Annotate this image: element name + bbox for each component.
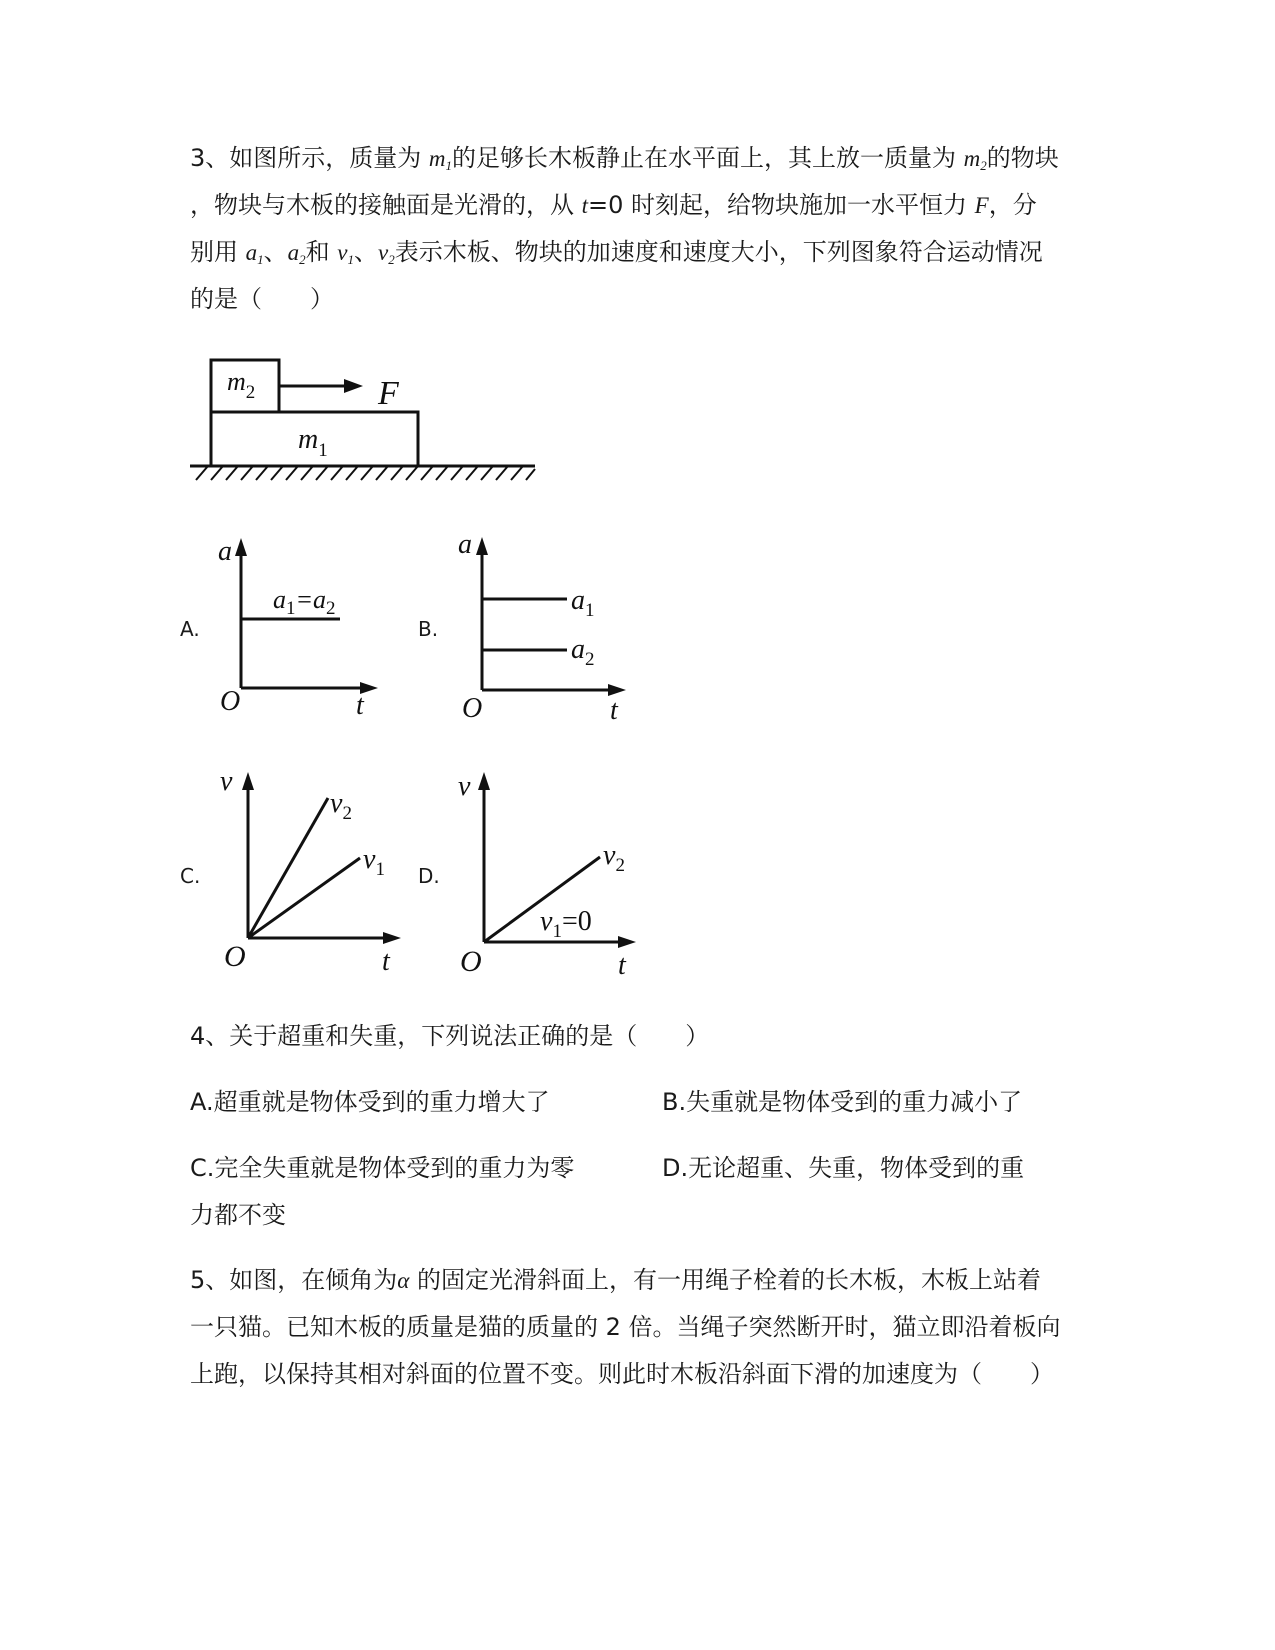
graph-d-origin: O <box>460 945 482 978</box>
graph-c-line-v2 <box>248 798 328 938</box>
graph-d-x-label: t <box>618 950 626 981</box>
board-m1-label: $m_1$ <box>298 424 328 461</box>
graph-a-origin: O <box>220 686 241 717</box>
graph-b-x-label: t <box>610 695 618 725</box>
q3-line-3: 别用 $a_1$、$a_2$和 $v_1$、$v_2$表示木板、物块的加速度和速度大小，下列图象符合运动情况 <box>190 238 1043 267</box>
force-arrowhead <box>344 379 363 393</box>
graph-a-y-label: a <box>218 536 232 567</box>
option-c-label[interactable]: C. <box>180 864 201 888</box>
graph-c-line-v1 <box>248 858 360 938</box>
graph-c-origin: O <box>224 940 246 973</box>
q3-m2: m <box>963 146 981 171</box>
option-b-label[interactable]: B. <box>418 617 439 641</box>
graph-c <box>210 760 410 985</box>
q4-option-a[interactable]: A.超重就是物体受到的重力增大了 <box>190 1088 550 1116</box>
graph-b <box>450 525 640 725</box>
graph-d-y-label: v <box>458 771 471 802</box>
q4-question: 4、关于超重和失重，下列说法正确的是（ ） <box>190 1022 710 1050</box>
graph-d-y-arrowhead <box>478 772 490 790</box>
graph-a-y-arrowhead <box>235 538 247 556</box>
force-label: F <box>378 375 399 412</box>
q3-line-2: ，物块与木板的接触面是光滑的，从 t=0 时刻起，给物块施加一水平恒力 F，分 <box>190 191 1037 219</box>
graph-d-label-v1: $v_1=0$ <box>540 906 592 942</box>
q4-option-d-continued: 力都不变 <box>190 1201 286 1229</box>
q4-option-b[interactable]: B.失重就是物体受到的重力减小了 <box>662 1088 1023 1116</box>
graph-b-label-a1: $a_1$ <box>571 585 595 621</box>
graph-c-x-arrowhead <box>383 932 401 944</box>
option-a-label[interactable]: A. <box>180 617 200 641</box>
graph-c-y-label: v <box>220 766 233 797</box>
graph-d-label-v2: $v_2$ <box>603 840 625 876</box>
block-m2-label: $m_2$ <box>227 367 256 403</box>
graph-c-label-v2: $v_2$ <box>330 788 352 824</box>
graph-b-origin: O <box>462 693 483 724</box>
graph-d <box>450 760 650 990</box>
q5-line-3: 上跑，以保持其相对斜面的位置不变。则此时木板沿斜面下滑的加速度为（ ） <box>190 1360 1054 1388</box>
ground-hatching <box>196 466 535 480</box>
option-d-label[interactable]: D. <box>418 864 440 888</box>
graph-b-y-label: a <box>458 529 472 560</box>
q3-line-1: 3、如图所示，质量为 $m_1$的足够长木板静止在水平面上，其上放一质量为 $m_2$的物块 <box>190 144 1059 173</box>
q4-option-d[interactable]: D.无论超重、失重，物体受到的重 <box>662 1154 1025 1182</box>
q5-line-1: 5、如图，在倾角为α 的固定光滑斜面上，有一用绳子栓着的长木板，木板上站着 <box>190 1266 1041 1294</box>
block-board-diagram <box>180 350 560 490</box>
graph-d-x-arrowhead <box>618 936 636 948</box>
graph-c-x-label: t <box>382 946 390 977</box>
q3-m1: m <box>428 146 446 171</box>
q5-line-2: 一只猫。已知木板的质量是猫的质量的 2 倍。当绳子突然断开时，猫立即沿着板向 <box>190 1313 1061 1341</box>
q5-alpha: α <box>397 1268 410 1293</box>
graph-a <box>210 530 380 720</box>
q3-line-4: 的是（ ） <box>190 285 334 313</box>
graph-b-label-a2: $a_2$ <box>571 634 595 670</box>
graph-c-y-arrowhead <box>242 772 254 790</box>
graph-b-y-arrowhead <box>476 537 488 555</box>
graph-a-line-label: $a_1=a_2$ <box>273 585 336 619</box>
graph-a-x-label: t <box>356 690 364 720</box>
q4-option-c[interactable]: C.完全失重就是物体受到的重力为零 <box>190 1154 575 1182</box>
graph-c-label-v1: $v_1$ <box>363 844 385 880</box>
